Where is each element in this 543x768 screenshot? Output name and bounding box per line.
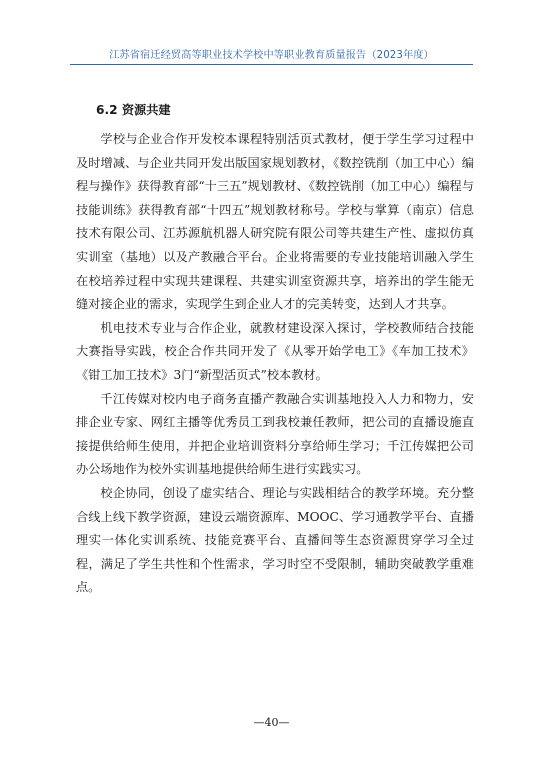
body-text — [76, 128, 474, 600]
paragraph-3: 千江传媒对校内电子商务直播产教融合实训基地投入人力和物力，安排企业专家、网红主播等优秀员工到我校兼任教师，把公司的直播设施直接提供给师生使用，并把企业培训资料分享给师生学习；千江传媒把公司办公场地作为校外实训基地提供给师生进行实践实习。 — [76, 391, 474, 477]
page-number: —40— — [253, 716, 290, 729]
header-divider — [70, 64, 473, 65]
paragraph-4: 校企协同，创设了虚实结合、理论与实践相结合的教学环境。充分整合线上线下教学资源，建设云端资源库、MOOC、学习通教学平台、直播理实一体化实训系统、技能竞赛平台、直播间等生态资源贯穿学习全过程，满足了学生共性和个性需求，学习时空不受限制，辅助突破教学重难点。 — [76, 485, 474, 595]
section-heading: 6.2 资源共建 — [96, 103, 171, 117]
paragraph-2: 机电技术专业与合作企业，就教材建设深入探讨，学校教师结合技能大赛指导实践，校企合作共同开发了《从零开始学电工》《车加工技术》《钳工加工技术》3门“新型活页式”校本教材。 — [76, 320, 474, 382]
paragraph-1: 学校与企业合作开发校本课程特别活页式教材，便于学生学习过程中及时增减、与企业共同开发出版国家规划教材，《数控铣削（加工中心）编程与操作》获得教育部“十三五”规划教材、《数控铣削（加工中心）编程与技能训练》获得教育部“十四五”规划教材称号。学校与掌算（南京）信息技术有限公司、江苏源航机器人研究院有限公司等共建生产性、虚拟仿真实训室（基地）以及产教融合平台。企业将需要的专业技能培训融入学生在校培养过程中实现共建课程、共建实训室资源共享，培养出的学生能无缝对接企业的需求，实现学生到企业人才的完美转变，达到人才共享。 — [76, 132, 474, 312]
report-header: 江苏省宿迁经贸高等职业技术学校中等职业教育质量报告（2023年度） — [109, 50, 434, 61]
